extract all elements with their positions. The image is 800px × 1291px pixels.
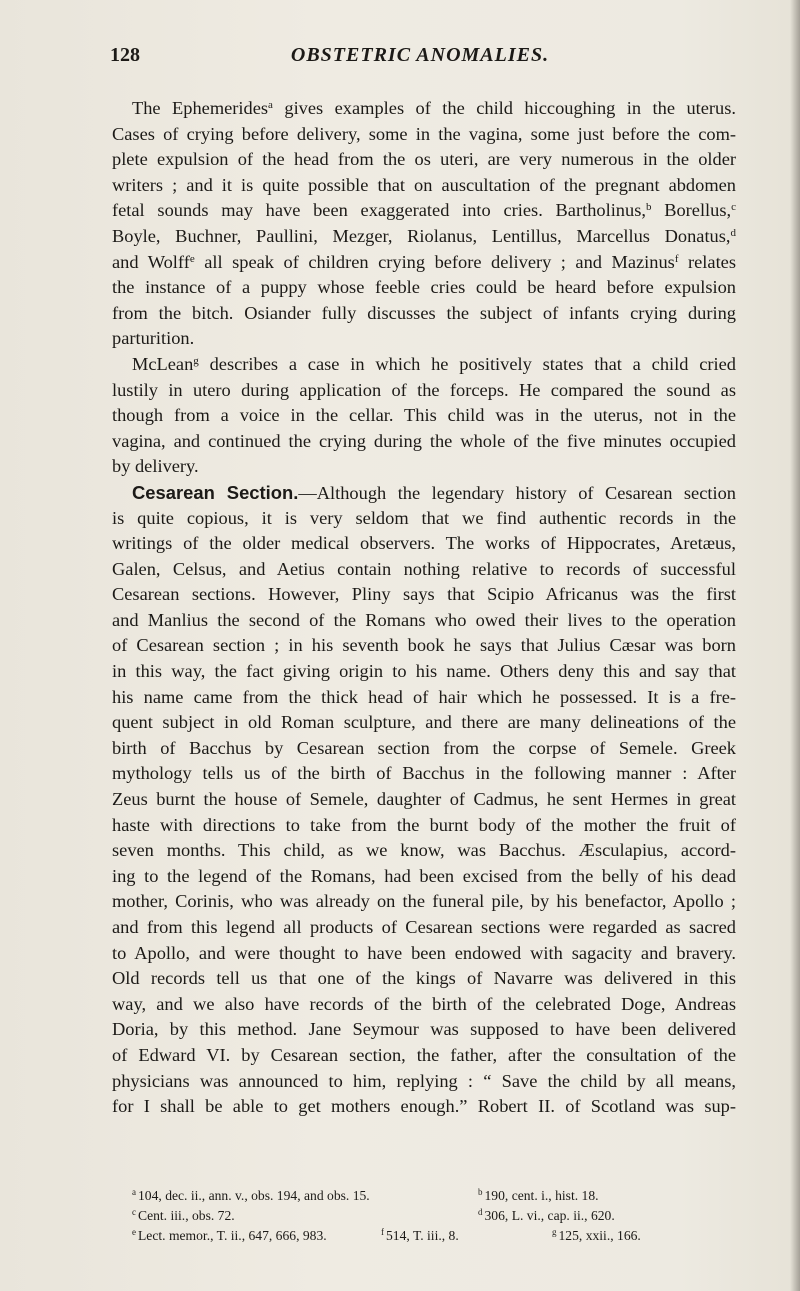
text-line: way, and we also have records of the birth of the celebrated Doge, Andreas [112, 993, 736, 1014]
footnote-f: $^f$ 514, T. iii., 8. [381, 1227, 459, 1243]
text-line: physicians was announced to him, replying : “ Save the child by all means, [112, 1070, 736, 1091]
footnote-row [112, 1186, 736, 1206]
text-line: Cesarean Section.—Although the legendary history of Cesarean section [132, 481, 736, 503]
text-line: vagina, and continued the crying during the whole of the five minutes occupied [112, 430, 736, 451]
footnote-marker: g [193, 354, 199, 367]
text-line: of Cesarean section ; in his seventh book he says that Julius Cæsar was born [112, 635, 736, 656]
text-line: parturition. [112, 328, 195, 349]
footnote-row [112, 1206, 736, 1226]
text-line: lustily in utero during application of the forceps. He compared the sound as [112, 379, 736, 400]
text-line: mother, Corinis, who was already on the funeral pile, by his benefactor, Apollo ; [112, 891, 736, 912]
text-line: Boyle, Buchner, Paullini, Mezger, Riolanus, Lentillus, Marcellus Donatus,$^d$ [112, 225, 736, 246]
footnote-marker: e [189, 252, 195, 265]
footnote-marker: a [268, 99, 273, 111]
text-line: his name came from the thick head of hair which he possessed. It is a fre- [112, 686, 736, 707]
text-line: by delivery. [112, 456, 199, 477]
text-line: writings of the older medical observers. The works of Hippocrates, Aretæus, [112, 533, 736, 554]
footnote-a: $^a$ 104, dec. ii., ann. v., obs. 194, and obs. 15. [132, 1187, 370, 1203]
page-header [110, 44, 730, 74]
section-heading: Cesarean Section. [132, 481, 299, 503]
footnote-c: $^c$ Cent. iii., obs. 72. [132, 1207, 235, 1223]
text-line: Old records tell us that one of the kings of Navarre was delivered in this [112, 968, 736, 989]
footnote-marker: d [730, 226, 736, 239]
text-line: Zeus burnt the house of Semele, daughter of Cadmus, he sent Hermes in great [112, 789, 736, 810]
text-line: Galen, Celsus, and Aetius contain nothing relative to records of successful [112, 558, 736, 579]
text-line: the instance of a puppy whose feeble cries could be heard before expulsion [112, 277, 736, 298]
text-line: to Apollo, and were thought to have been endowed with sagacity and bravery. [112, 942, 736, 963]
text-line: for I shall be able to get mothers enough.” Robert II. of Scotland was sup- [112, 1096, 736, 1117]
footnote-e: $^e$ Lect. memor., T. ii., 647, 666, 983. [132, 1227, 327, 1243]
text-line: and Manlius the second of the Romans who owed their lives to the operation [112, 609, 736, 630]
text-line: writers ; and it is quite possible that on auscultation of the pregnant abdomen [112, 174, 736, 195]
text-line: Cesarean sections. However, Pliny says that Scipio Africanus was the first [112, 584, 736, 605]
footnote-row [112, 1226, 736, 1246]
footnote-g: $^g$ 125, xxii., 166. [552, 1227, 641, 1243]
text-line: haste with directions to take from the burnt body of the mother the fruit of [112, 814, 736, 835]
text-line: fetal sounds may have been exaggerated into cries. Bartholinus,$^b$ Borellus,$^c$ [112, 200, 737, 221]
text-line: plete expulsion of the head from the os uteri, are very numerous in the older [112, 149, 736, 170]
text-line: and from this legend all products of Cesarean sections were regarded as sacred [112, 917, 736, 937]
text-line: mythology tells us of the birth of Bacchus in the following manner : After [112, 763, 736, 784]
text-line: in this way, the fact giving origin to his name. Others deny this and say that [112, 661, 736, 682]
footnote-marker: c [731, 201, 737, 214]
text-line: ing to the legend of the Romans, had been excised from the belly of his dead [112, 865, 736, 886]
footnote-marker: b [645, 201, 652, 214]
paragraph-hiccoughing [112, 96, 736, 352]
text-line: McLean$^g$ describes a case in which he positively states that a child cried [132, 353, 736, 374]
text-line: from the bitch. Osiander fully discusses the subject of infants crying during [112, 302, 736, 323]
page-edge-shadow [790, 0, 800, 1291]
paragraph-mclean [112, 352, 736, 480]
text-line: quent subject in old Roman sculpture, and there are many delineations of the [112, 712, 736, 733]
text-line: Cases of crying before delivery, some in the vagina, some just before the com- [112, 123, 736, 144]
text-line: Doria, by this method. Jane Seymour was supposed to have been delivered [112, 1019, 736, 1040]
text-line: birth of Bacchus by Cesarean section from the corpse of Semele. Greek [112, 737, 736, 758]
page-number: 128 [110, 44, 140, 66]
footnote-b: $^b$ 190, cent. i., hist. 18. [478, 1187, 599, 1203]
text-line: though from a voice in the cellar. This child was in the uterus, not in the [112, 405, 736, 426]
footnote-d: $^d$ 306, L. vi., cap. ii., 620. [478, 1207, 615, 1223]
text-line: is quite copious, it is very seldom that we find authentic records in the [112, 507, 736, 528]
footnotes [112, 1186, 736, 1246]
text-line: The Ephemerides$^a$ gives examples of the child hiccoughing in the uterus. [132, 98, 736, 118]
text-line: of Edward VI. by Cesarean section, the father, after the consultation of the [112, 1044, 736, 1065]
section-cesarean [112, 480, 736, 1120]
running-title: OBSTETRIC ANOMALIES. [290, 44, 550, 66]
text-line: seven months. This child, as we know, was Bacchus. Æsculapius, accord- [112, 840, 736, 861]
body-text [112, 96, 736, 1120]
footnote-marker: f [674, 252, 679, 265]
text-line: and Wolff$^e$ all speak of children crying before delivery ; and Mazinus$^f$ relates [112, 251, 736, 272]
